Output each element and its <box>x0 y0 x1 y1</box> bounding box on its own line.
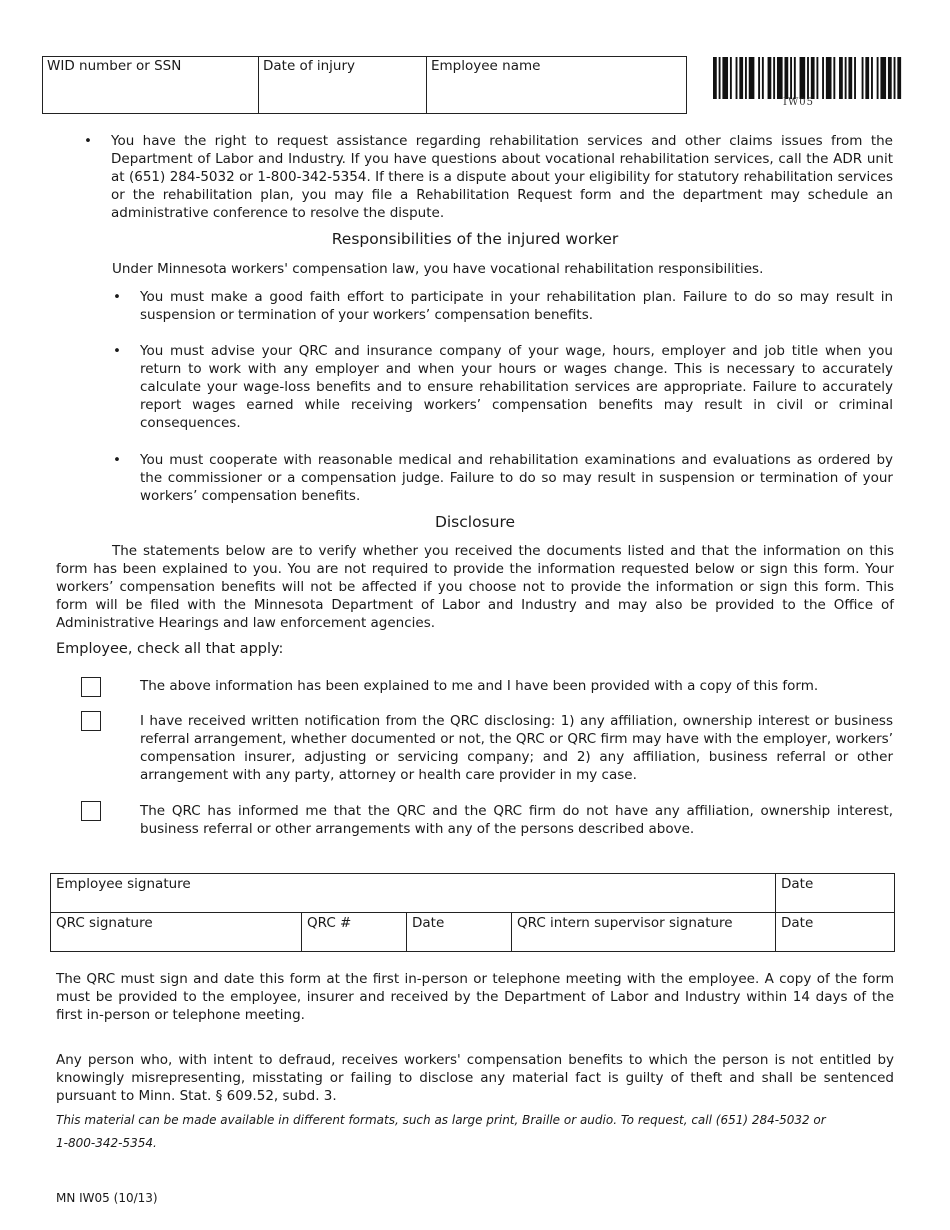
wid-field[interactable] <box>43 57 259 114</box>
responsibility-item-2: • You must advise your QRC and insurance company of your wage, hours, employer and job title when you return to work with any employer and when your hours or wages change. This is necessary to accurately calculate your wage-loss benefits and to ensure rehabilitation services are appropriate. Failure to accurately report wages earned while receiving workers’ compensation benefits may result in civil or criminal consequences. <box>113 343 893 431</box>
check-notification-checkbox[interactable] <box>81 711 101 731</box>
employee-signature-field[interactable]: Employee signature <box>51 874 776 913</box>
disclosure-heading: Disclosure <box>434 513 516 531</box>
check-no-affiliation-checkbox[interactable] <box>81 801 101 821</box>
barcode <box>713 57 903 99</box>
fraud-note: Any person who, with intent to defraud, receives workers' compensation benefits to which the person is not entitled by knowingly misrepresenting, misstating or failing to disclose any material fact is guilty of theft and shall be sentenced pursuant to Minn. Stat. § 609.52, subd. 3. <box>56 1052 894 1104</box>
bullet-icon: • <box>113 452 121 468</box>
employee-date-field[interactable]: Date <box>776 874 895 913</box>
responsibility-item-3: • You must cooperate with reasonable medical and rehabilitation examinations and evaluations as ordered by the commissioner or a compensation judge. Failure to do so may result in suspension or termination of your workers’ compensation benefits. <box>113 452 893 504</box>
check-explained-label: The above information has been explained to me and I have been provided with a copy of this form. <box>140 678 819 694</box>
qrc-number-field[interactable]: QRC # <box>302 913 407 952</box>
employee-name-label: Employee name <box>431 58 541 74</box>
doi-label: Date of injury <box>263 58 356 74</box>
check-notification-label: I have received written notification from the QRC disclosing: 1) any affiliation, ownership interest or business referral arrangement, whether documented or not, the QRC or QRC firm may have with the employer, workers’ compensation insurer, adjusting or servicing company; and 2) any affiliation, business referral or other arrangement with any party, attorney or health care provider in my case. <box>140 713 893 783</box>
signature-table <box>50 873 895 952</box>
intro-bullet-text: You have the right to request assistance regarding rehabilitation services and other claims issues from the Department of Labor and Industry. If you have questions about vocational rehabilitation services, call the ADR unit at (651) 284-5032 or 1-800-342-5354. If there is a dispute about your eligibility for statutory rehabilitation services or the rehabilitation plan, you may file a Rehabilitation Request form and the department may schedule an administrative conference to resolve the dispute. <box>111 133 893 221</box>
employee-name-field[interactable] <box>427 57 687 114</box>
barcode-label: IW05 <box>783 97 814 108</box>
qrc-signature-field[interactable]: QRC signature <box>51 913 302 952</box>
accessibility-line-2: 1-800-342-5354. <box>56 1136 157 1150</box>
disclosure-text: The statements below are to verify whether you received the documents listed and that the information on this form has been explained to you. You are not required to provide the information requested below or sign this form. Your workers’ compensation benefits will not be affected if you choose not to provide the information or sign this form. This form will be filed with the Minnesota Department of Labor and Industry and may also be provided to the Office of Administrative Hearings and law enforcement agencies. <box>56 543 894 631</box>
bullet-icon: • <box>113 343 121 359</box>
wid-label: WID number or SSN <box>47 58 182 74</box>
responsibilities-heading: Responsibilities of the injured worker <box>331 230 619 248</box>
intern-supervisor-date-field[interactable]: Date <box>776 913 895 952</box>
check-no-affiliation-label: The QRC has informed me that the QRC and the QRC firm do not have any affiliation, ownership interest, business referral or other arrangements with any of the persons described above. <box>140 803 893 837</box>
responsibilities-intro: Under Minnesota workers' compensation law, you have vocational rehabilitation responsibilities. <box>112 261 764 277</box>
bullet-icon: • <box>113 289 121 305</box>
header-table <box>42 56 687 114</box>
qrc-date-field[interactable]: Date <box>407 913 512 952</box>
check-explained-checkbox[interactable] <box>81 677 101 697</box>
bullet-icon: • <box>84 133 92 149</box>
accessibility-line-1: This material can be made available in different formats, such as large print, Braille or audio. To request, call (651) 284-5032 or <box>56 1113 826 1127</box>
form-id: MN IW05 (10/13) <box>56 1191 158 1205</box>
intern-supervisor-signature-field[interactable]: QRC intern supervisor signature <box>512 913 776 952</box>
intro-bullet <box>84 132 893 222</box>
check-prompt: Employee, check all that apply: <box>56 641 284 657</box>
date-of-injury-field[interactable] <box>259 57 427 114</box>
qrc-note: The QRC must sign and date this form at the first in-person or telephone meeting with the employee. A copy of the form must be provided to the employee, insurer and received by the Department of Labor and Industry within 14 days of the first in-person or telephone meeting. <box>56 971 894 1023</box>
responsibility-item-1: • You must make a good faith effort to participate in your rehabilitation plan. Failure to do so may result in suspension or termination of your workers’ compensation benefits. <box>113 289 893 323</box>
